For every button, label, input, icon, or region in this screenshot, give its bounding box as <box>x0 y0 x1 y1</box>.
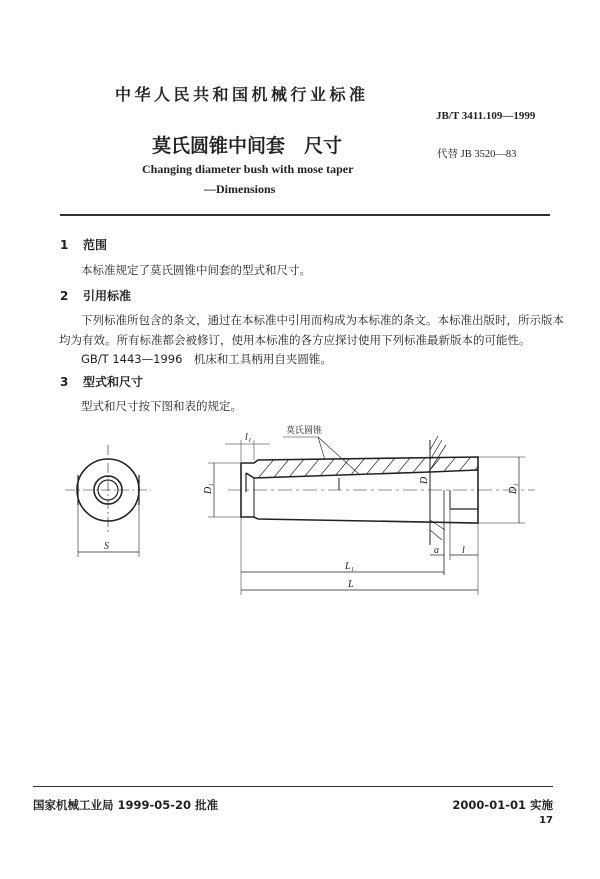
dim-s-label: S <box>104 541 109 552</box>
side-view <box>208 436 535 595</box>
dim-L1-label: L₁ <box>345 561 355 572</box>
referenced-standard: GB/T 1443—1996 机床和工具柄用自夹圆锥。 <box>81 352 332 366</box>
approval-date: 国家机械工业局 1999-05-20 批准 <box>33 798 219 812</box>
section-2-text-line1: 下列标准所包含的条文，通过在本标准中引用而构成为本标准的条文。本标准出版时，所示版本 <box>81 313 564 327</box>
dim-L-label: L <box>348 579 354 590</box>
section-title: 引用标准 <box>83 289 132 303</box>
morse-taper-callout: 莫氏圆锥 <box>286 426 323 436</box>
title-chinese: 莫氏圆锥中间套 尺寸 <box>152 135 343 157</box>
footer-divider <box>33 786 553 787</box>
page-number: 17 <box>539 815 553 826</box>
standard-number: JB/T 3411.109—1999 <box>436 110 536 122</box>
dim-l-label: l <box>462 545 465 556</box>
title-english-subtitle: —Dimensions <box>204 182 276 196</box>
section-2-text-line2: 均为有效。所有标准都会被修订，使用本标准的各方应探讨使用下列标准最新版本的可能性。 <box>59 333 531 347</box>
section-number: 1 <box>60 238 69 252</box>
section-number: 3 <box>60 375 69 389</box>
title-english: Changing diameter bush with mose taper <box>142 162 354 176</box>
dim-d1-right-label: D₁ <box>508 483 519 494</box>
section-3-text: 型式和尺寸按下图和表的规定。 <box>81 399 242 413</box>
section-number: 2 <box>60 289 69 303</box>
dim-a-label: a <box>434 545 439 556</box>
dim-d1-left-label: D₁ <box>203 483 214 494</box>
issuing-body-heading: 中华人民共和国机械行业标准 <box>115 85 369 104</box>
replaces-standard: 代替 JB 3520—83 <box>437 149 517 160</box>
section-title: 型式和尺寸 <box>83 375 144 389</box>
section-1-text: 本标准规定了莫氏圆锥中间套的型式和尺寸。 <box>81 263 311 277</box>
section-title: 范围 <box>83 238 108 252</box>
effective-date: 2000-01-01 实施 <box>452 798 553 812</box>
dim-d-label: D <box>419 476 430 484</box>
dim-l1-label: l₁ <box>245 432 252 443</box>
